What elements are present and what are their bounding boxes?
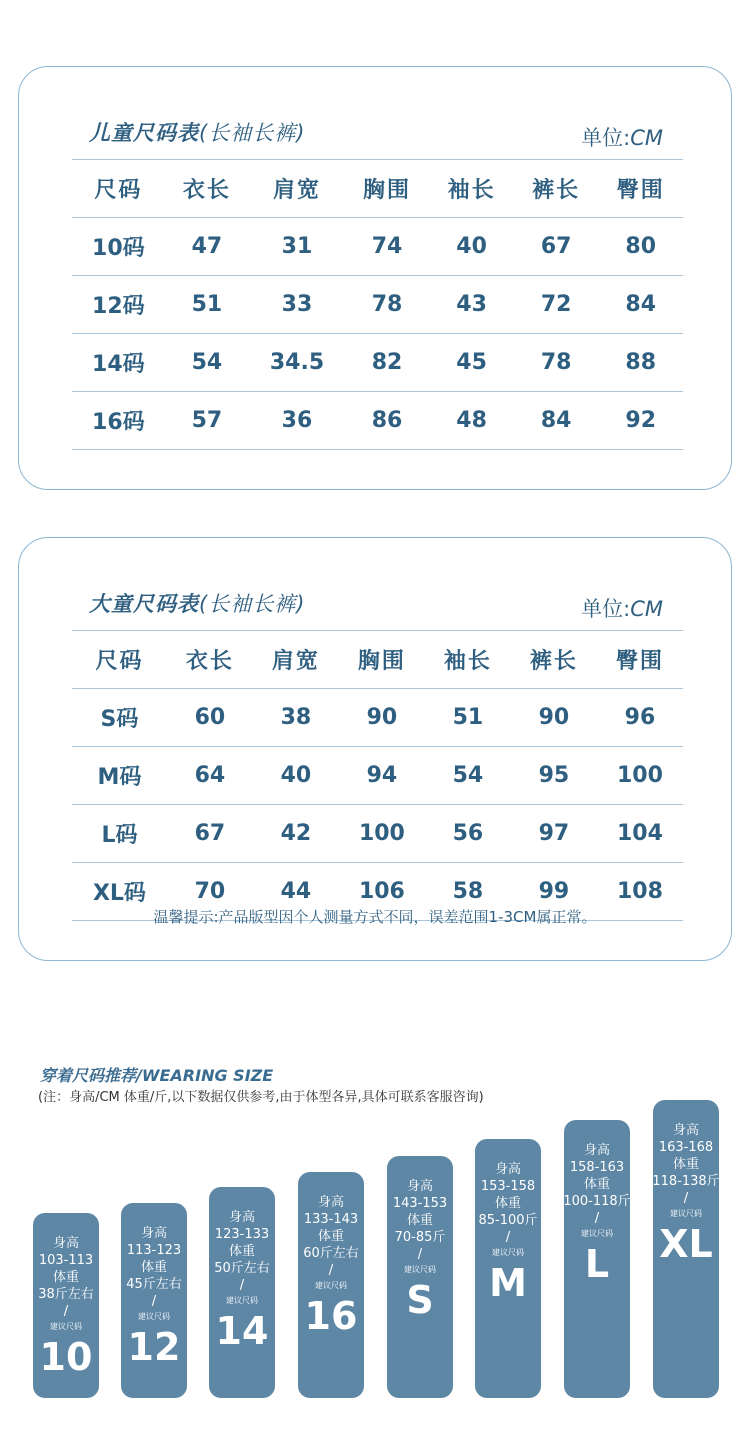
teen-table-title: 大童尺码表(长袖长裤) (89, 592, 306, 616)
bar-weight-value: 38斤左右 (38, 1287, 94, 1302)
table-cell: 106 (339, 863, 425, 921)
bar-separator: / (594, 1211, 600, 1226)
table-header-cell: 裤长 (514, 160, 599, 218)
table-cell: S码 (72, 689, 167, 747)
table-cell: 82 (345, 334, 430, 392)
bar-suggest-label: 建议尺码 (50, 1322, 82, 1331)
table-cell: 104 (597, 805, 683, 863)
table-header-cell: 尺码 (72, 160, 165, 218)
table-cell: 44 (253, 863, 339, 921)
table-cell: 60 (167, 689, 253, 747)
table-cell: 84 (598, 276, 683, 334)
bar-separator: / (683, 1191, 689, 1206)
table-cell: 94 (339, 747, 425, 805)
table-header-cell: 胸围 (345, 160, 430, 218)
table-cell: 67 (514, 218, 599, 276)
table-cell: 54 (165, 334, 250, 392)
bar-height-range: 113-123 (126, 1243, 182, 1258)
kids-table-subtitle: (长袖长裤) (199, 121, 306, 145)
table-cell: 80 (598, 218, 683, 276)
bar-weight-value: 45斤左右 (126, 1277, 182, 1292)
bar-weight-value: 50斤左右 (214, 1261, 270, 1276)
bar-separator: / (151, 1294, 157, 1309)
bar-weight-label: 体重 (672, 1157, 699, 1172)
bar-weight-label: 体重 (52, 1270, 79, 1285)
bar-separator: / (505, 1230, 511, 1245)
bar-separator: / (328, 1263, 334, 1278)
teen-table-unit: 单位:CM (581, 597, 663, 621)
bar-height-label: 身高 (52, 1236, 79, 1251)
bar-separator: / (239, 1278, 245, 1293)
teen-table-subtitle: (长袖长裤) (199, 592, 306, 616)
bar-size: 16 (304, 1294, 358, 1338)
table-header-row (72, 160, 683, 218)
bar-suggest-label: 建议尺码 (226, 1296, 258, 1305)
table-cell: 92 (598, 392, 683, 450)
bar-height-label: 身高 (672, 1123, 699, 1138)
table-header-cell: 胸围 (339, 631, 425, 689)
bar-height-range: 143-153 (392, 1196, 448, 1211)
table-cell: 31 (249, 218, 345, 276)
teen-size-table (72, 630, 683, 921)
table-row (72, 276, 683, 334)
table-cell: 40 (253, 747, 339, 805)
table-header-cell: 臀围 (598, 160, 683, 218)
table-header-cell: 衣长 (165, 160, 250, 218)
bar-suggest-label: 建议尺码 (581, 1229, 613, 1238)
table-header-cell: 肩宽 (253, 631, 339, 689)
bar-height-label: 身高 (583, 1143, 610, 1158)
bar-height-range: 158-163 (569, 1160, 625, 1175)
bar-size: 10 (39, 1335, 93, 1379)
table-header-cell: 衣长 (167, 631, 253, 689)
bar-weight-label: 体重 (228, 1244, 255, 1259)
bar-weight-value: 70-85斤 (394, 1230, 446, 1245)
size-recommendation-bar (653, 1100, 719, 1398)
bar-weight-label: 体重 (583, 1177, 610, 1192)
table-cell: 108 (597, 863, 683, 921)
bar-suggest-label: 建议尺码 (670, 1209, 702, 1218)
table-row (72, 392, 683, 450)
table-cell: 10码 (72, 218, 165, 276)
table-cell: 33 (249, 276, 345, 334)
table-cell: 74 (345, 218, 430, 276)
table-header-cell: 臀围 (597, 631, 683, 689)
bar-weight-value: 85-100斤 (478, 1213, 538, 1228)
size-recommendation-bar (209, 1187, 275, 1398)
table-cell: 78 (345, 276, 430, 334)
table-row (72, 689, 683, 747)
table-cell: 43 (429, 276, 514, 334)
bar-weight-value: 100-118斤 (563, 1194, 631, 1209)
kids-size-table (72, 159, 683, 450)
teen-size-card (18, 537, 732, 961)
bar-height-range: 123-133 (214, 1227, 270, 1242)
table-header-cell: 尺码 (72, 631, 167, 689)
bar-height-label: 身高 (406, 1179, 433, 1194)
bar-height-label: 身高 (494, 1162, 521, 1177)
table-header-cell: 裤长 (511, 631, 597, 689)
bar-separator: / (417, 1247, 423, 1262)
bar-height-label: 身高 (140, 1226, 167, 1241)
wearing-size-title: 穿着尺码推荐/WEARING SIZE (40, 1066, 274, 1085)
table-cell: 12码 (72, 276, 165, 334)
bar-weight-value: 60斤左右 (303, 1246, 359, 1261)
table-cell: 64 (167, 747, 253, 805)
table-cell: 40 (429, 218, 514, 276)
size-recommendation-bar (298, 1172, 364, 1398)
table-cell: 36 (249, 392, 345, 450)
table-header-cell: 肩宽 (249, 160, 345, 218)
table-cell: 78 (514, 334, 599, 392)
bar-weight-label: 体重 (494, 1196, 521, 1211)
table-cell: 51 (425, 689, 511, 747)
bar-height-label: 身高 (317, 1195, 344, 1210)
table-cell: 96 (597, 689, 683, 747)
bar-separator: / (63, 1304, 69, 1319)
table-cell: 58 (425, 863, 511, 921)
bar-height-range: 103-113 (38, 1253, 94, 1268)
bar-suggest-label: 建议尺码 (404, 1265, 436, 1274)
table-cell: 67 (167, 805, 253, 863)
table-cell: 95 (511, 747, 597, 805)
table-cell: 70 (167, 863, 253, 921)
table-cell: 42 (253, 805, 339, 863)
table-cell: 56 (425, 805, 511, 863)
table-cell: 90 (339, 689, 425, 747)
bar-height-range: 133-143 (303, 1212, 359, 1227)
table-row (72, 805, 683, 863)
bar-size: 14 (215, 1309, 269, 1353)
bar-suggest-label: 建议尺码 (138, 1312, 170, 1321)
table-cell: 48 (429, 392, 514, 450)
kids-size-card (18, 66, 732, 490)
table-cell: 57 (165, 392, 250, 450)
table-cell: 99 (511, 863, 597, 921)
bar-size: 12 (127, 1325, 181, 1369)
kids-table-unit: 单位:CM (581, 126, 663, 150)
bar-height-range: 153-158 (480, 1179, 536, 1194)
table-cell: 72 (514, 276, 599, 334)
bar-height-range: 163-168 (658, 1140, 714, 1155)
table-row (72, 747, 683, 805)
size-recommendation-bar (387, 1156, 453, 1398)
bar-suggest-label: 建议尺码 (492, 1248, 524, 1257)
table-header-row (72, 631, 683, 689)
table-cell: 14码 (72, 334, 165, 392)
bar-size: XL (659, 1222, 713, 1266)
bar-height-label: 身高 (228, 1210, 255, 1225)
measurement-tip: 温馨提示:产品版型因个人测量方式不同，误差范围1-3CM属正常。 (153, 908, 597, 926)
table-header-cell: 袖长 (425, 631, 511, 689)
table-cell: M码 (72, 747, 167, 805)
bar-weight-value: 118-138斤 (652, 1174, 720, 1189)
wearing-size-note: (注：身高/CM 体重/斤,以下数据仅供参考,由于体型各异,具体可联系客服咨询) (38, 1090, 484, 1105)
table-cell: 38 (253, 689, 339, 747)
bar-weight-label: 体重 (317, 1229, 344, 1244)
bar-weight-label: 体重 (406, 1213, 433, 1228)
table-cell: 97 (511, 805, 597, 863)
size-recommendation-bar (564, 1120, 630, 1398)
bar-weight-label: 体重 (140, 1260, 167, 1275)
bar-size: S (406, 1278, 434, 1322)
table-cell: 90 (511, 689, 597, 747)
size-recommendation-bar (33, 1213, 99, 1398)
table-cell: 100 (339, 805, 425, 863)
table-cell: 16码 (72, 392, 165, 450)
table-cell: 34.5 (249, 334, 345, 392)
size-recommendation-bar (475, 1139, 541, 1398)
table-cell: 84 (514, 392, 599, 450)
table-cell: XL码 (72, 863, 167, 921)
table-cell: 86 (345, 392, 430, 450)
bar-suggest-label: 建议尺码 (315, 1281, 347, 1290)
size-recommendation-bar (121, 1203, 187, 1398)
kids-table-title: 儿童尺码表(长袖长裤) (89, 121, 306, 145)
table-cell: 88 (598, 334, 683, 392)
table-row (72, 218, 683, 276)
table-row (72, 334, 683, 392)
table-cell: 51 (165, 276, 250, 334)
table-cell: 47 (165, 218, 250, 276)
table-cell: 45 (429, 334, 514, 392)
bar-size: L (584, 1242, 610, 1286)
table-cell: L码 (72, 805, 167, 863)
bar-size: M (489, 1261, 527, 1305)
table-header-cell: 袖长 (429, 160, 514, 218)
table-cell: 54 (425, 747, 511, 805)
table-cell: 100 (597, 747, 683, 805)
